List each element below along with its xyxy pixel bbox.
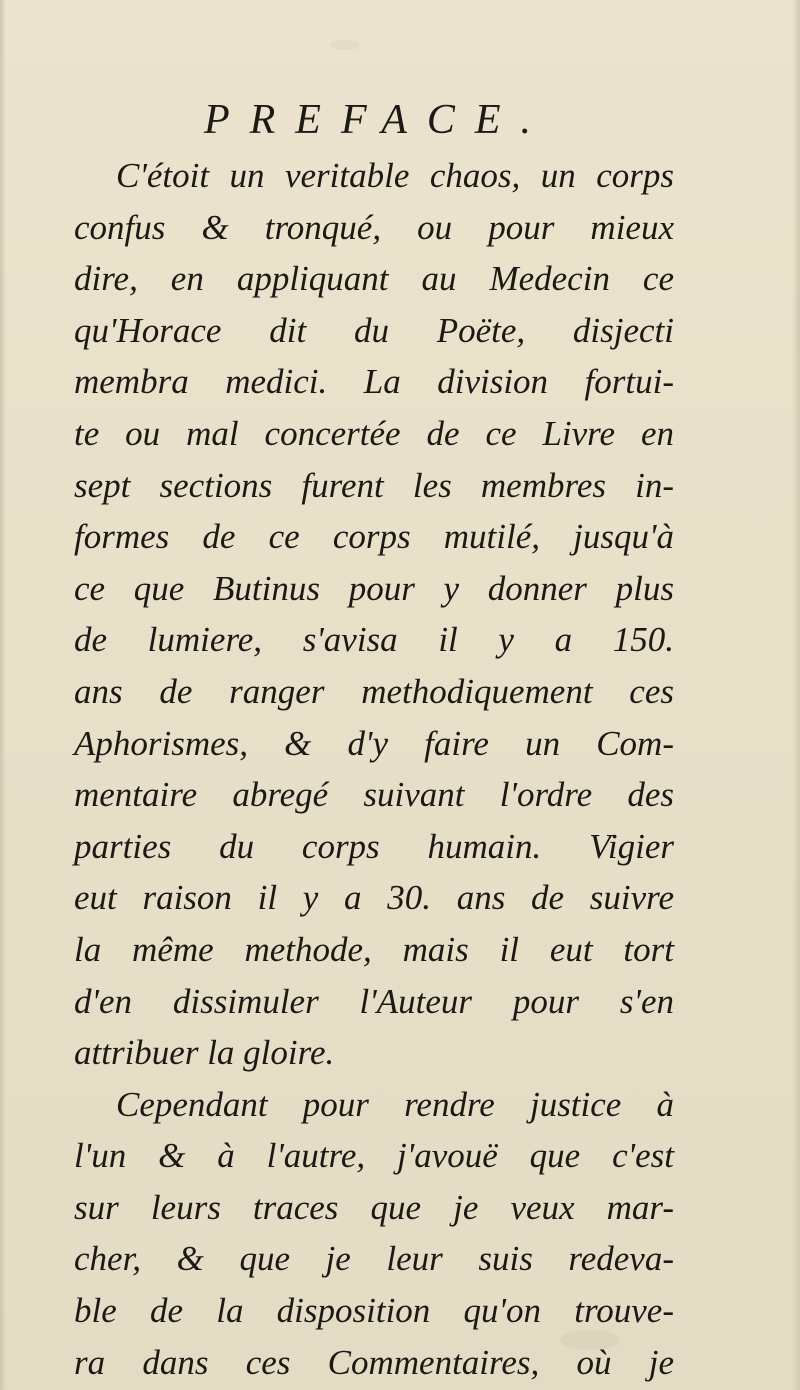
text-line: ra dans ces Commentaires, où je <box>74 1342 674 1382</box>
text-line: la même methode, mais il eut tort <box>74 929 674 969</box>
text-line: Cependant pour rendre justice à <box>116 1084 674 1124</box>
text-line: ce que Butinus pour y donner plus <box>74 568 674 608</box>
text-line: te ou mal concertée de ce Livre en <box>74 413 674 453</box>
text-line: parties du corps humain. Vigier <box>74 826 674 866</box>
text-line: d'en dissimuler l'Auteur pour s'en <box>74 981 674 1021</box>
text-line: formes de ce corps mutilé, jusqu'à <box>74 517 674 557</box>
text-line: attribuer la gloire. <box>74 1033 335 1073</box>
text-line: ble de la disposition qu'on trouve- <box>74 1291 674 1331</box>
text-line: sept sections furent les membres in- <box>74 465 674 505</box>
text-line: qu'Horace dit du Poëte, disjecti <box>74 310 674 350</box>
text-line: sur leurs traces que je veux mar- <box>74 1187 674 1227</box>
text-line: mentaire abregé suivant l'ordre des <box>74 775 674 815</box>
text-line: ans de ranger methodiquement ces <box>74 671 674 711</box>
text-line: l'un & à l'autre, j'avouë que c'est <box>74 1136 674 1176</box>
text-line: confus & tronqué, ou pour mieux <box>74 207 674 247</box>
running-head: PREFACE. <box>204 97 552 143</box>
paper-stain <box>330 40 360 50</box>
text-line: eut raison il y a 30. ans de suivre <box>74 878 674 918</box>
text-line: de lumiere, s'avisa il y a 150. <box>74 620 674 660</box>
text-line: membra medici. La division fortui- <box>74 362 674 402</box>
text-line: dire, en appliquant au Medecin ce <box>74 259 674 299</box>
body-text <box>74 150 674 1388</box>
text-line: cher, & que je leur suis redeva- <box>74 1239 674 1279</box>
text-line: C'étoit un veritable chaos, un corps <box>116 156 674 195</box>
text-line: Aphorismes, & d'y faire un Com- <box>74 723 674 763</box>
